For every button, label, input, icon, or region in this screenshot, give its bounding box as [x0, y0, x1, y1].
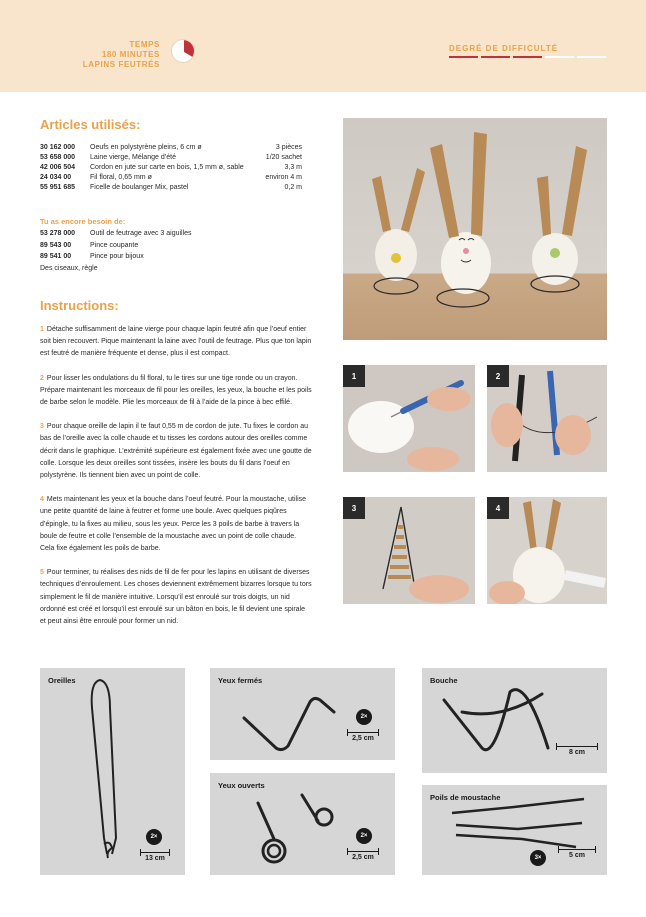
step-photo-3	[343, 497, 475, 604]
instruction-step: 1 Détache suffisamment de laine vierge pour chaque lapin feutré afin que l’oeuf entier soit bien recouvert. Pique maintenant la laine avec l’outil de feutrage. Plus que ton lapin est feutré de manière fréquente et dense, plus il est compact.	[40, 326, 312, 358]
difficulty-bar	[481, 56, 510, 58]
template-title: Yeux fermés	[218, 676, 263, 685]
list-item: 89 541 00 Pince pour bijoux	[40, 253, 144, 260]
time-info	[60, 40, 160, 70]
time-label: TEMPS	[129, 40, 160, 49]
template-title: Oreilles	[48, 676, 76, 685]
list-item: 30 162 000 Oeufs en polystyrène pleins, 6 cm ø 3 pièces	[40, 144, 302, 151]
mouth-wire-shape	[422, 668, 607, 773]
instruction-step: 5 Pour terminer, tu réalises des nids de fil de fer pour les lapins en utilisant de diverses techniques d’enroulement. Les choses deviennent extrêmement bizarres lorsque tu tors simplement le fil de manière intuitive. Lorsqu’il est enroulé sur trois doigts, un nid ordonné est créé et lorsqu’il est enroulé sur un bâton en bois, le fil devient une spirale et peut ainsi être enroulé pour former un nid.	[40, 569, 312, 626]
scale-bar: 13 cm	[140, 852, 170, 862]
project-name: LAPINS FEUTRÉS	[82, 60, 160, 69]
ear-wire-shape	[40, 668, 185, 875]
scale-bar: 2,5 cm	[347, 851, 379, 861]
step-badge: 1	[343, 365, 365, 387]
needed-title: Tu as encore besoin de:	[40, 217, 126, 226]
instruction-step: 3 Pour chaque oreille de lapin il te faut 0,55 m de cordon de jute. Tu fixes le cordon au bas de l’oreille avec la colle chaude et tu tisses les cordons autour des oreilles comme décrit dans le graphique. L’extrémité supérieure est également fixée avec une goutte de colle. Lorsque les deux oreilles sont tissées, insère les bouts du fil dans l’oeuf en polystyrène. Ils tiennent bien avec un point de colle.	[40, 423, 312, 480]
template-yeux-ouverts	[210, 773, 395, 875]
list-item: 89 543 00 Pince coupante	[40, 241, 139, 249]
list-item: 53 658 000 Laine vierge, Mélange d’été 1/20 sachet	[40, 154, 302, 161]
instructions-title: Instructions:	[40, 298, 119, 313]
template-title: Yeux ouverts	[218, 781, 265, 790]
whisker-wire-shape	[422, 785, 607, 875]
header-banner	[0, 0, 646, 92]
step-photo-2	[487, 365, 607, 472]
step-badge: 4	[487, 497, 509, 519]
instruction-step: 2 Pour lisser les ondulations du fil floral, tu le tires sur une tige ronde ou un crayon. Prépare maintenant les morceaux de fil pour les oreilles, les yeux, la bouche et les poils de barbe selon le modèle. Plie les morceaux de fil à l’aide de la pince à bec effilé.	[40, 374, 312, 407]
multiplier-badge: 2×	[356, 828, 372, 844]
scale-bar: 5 cm	[558, 849, 596, 859]
articles-list	[40, 143, 302, 193]
clock-icon	[171, 39, 195, 63]
list-item: 42 006 504 Cordon en jute sur carte en bois, 1,5 mm ø, sable 3,3 m	[40, 164, 302, 171]
multiplier-badge: 3×	[530, 850, 546, 866]
scale-bar: 2,5 cm	[347, 732, 379, 742]
needed-list	[40, 228, 302, 274]
template-yeux-fermes	[210, 668, 395, 760]
step-photo-4	[487, 497, 607, 604]
multiplier-badge: 2×	[356, 709, 372, 725]
multiplier-badge: 2×	[146, 829, 162, 845]
step-badge: 3	[343, 497, 365, 519]
difficulty-bar	[577, 56, 606, 58]
time-value: 180 MINUTES	[101, 50, 160, 59]
template-oreilles	[40, 668, 185, 875]
difficulty-label: DEGRÉ DE DIFFICULTÉ	[449, 44, 559, 53]
difficulty-bar	[449, 56, 478, 58]
difficulty-bar	[545, 56, 574, 58]
bunnies-illustration	[343, 118, 607, 340]
list-item: 24 034 00 Fil floral, 0,65 mm ø environ 4 m	[40, 174, 302, 181]
instructions-steps	[40, 324, 312, 640]
articles-title: Articles utilisés:	[40, 117, 141, 132]
list-item: 53 278 000 Outil de feutrage avec 3 aiguilles	[40, 230, 192, 237]
template-poils	[422, 785, 607, 875]
instruction-step: 4 Mets maintenant les yeux et la bouche dans l’oeuf feutré. Pour la moustache, utilise une petite quantité de laine à feutrer et forme une boule. Avec quelques piqûres d’épingle, tu la fixes au milieu, sous les yeux. Perce les 3 poils de barbe à travers la boule de feutre et colle l’ensemble de la moustache avec un point de colle chaude. Cela fixe également les poils de barbe.	[40, 496, 307, 553]
step-badge: 2	[487, 365, 509, 387]
needed-extra: Des ciseaux, règle	[40, 264, 98, 272]
template-title: Bouche	[430, 676, 458, 685]
list-item: 55 951 685 Ficelle de boulanger Mix, pastel 0,2 m	[40, 184, 302, 191]
template-bouche	[422, 668, 607, 773]
difficulty-bar	[513, 56, 542, 58]
hero-photo-bunnies	[343, 118, 607, 340]
step-photo-1	[343, 365, 475, 472]
scale-bar: 8 cm	[556, 746, 598, 756]
template-title: Poils de moustache	[430, 793, 501, 802]
